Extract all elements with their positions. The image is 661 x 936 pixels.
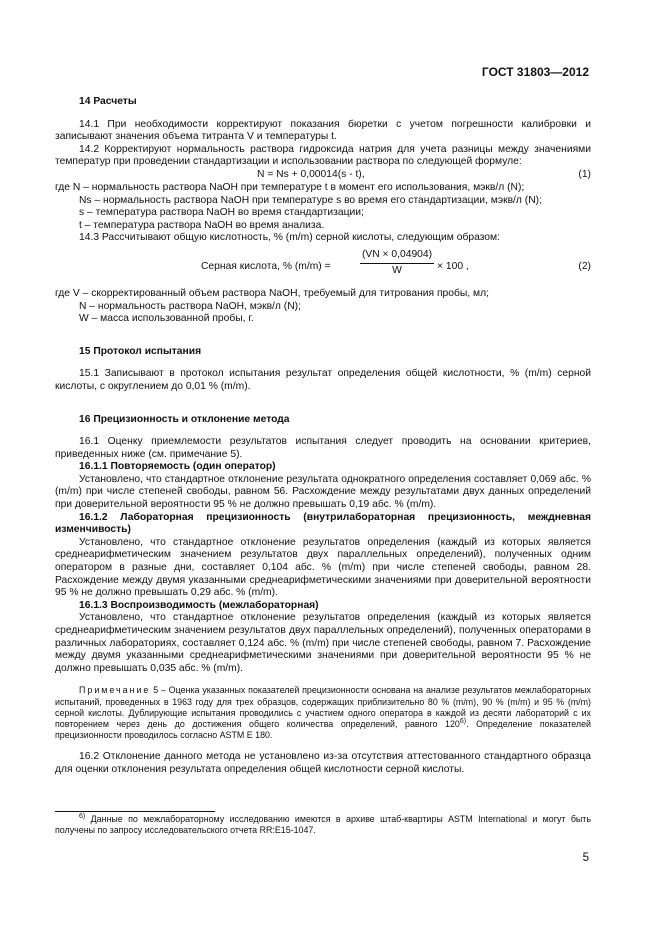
para-16-1-3: Установлено, что стандартное отклонение результатов определения (каждый из которых является среднеарифметическим значением результатов двух параллельных определений), полученных операторами в различных лабораториях, составляет 0,124 абс. % (m/m) при числе степеней свободы, равном 7. Расхождение между двумя указанными среднеарифметическими значениями при доверительной вероятности 95 % не должно превышать 0,035 абс. % (m/m). [55, 612, 591, 674]
where-w: W – масса использованной пробы, г. [79, 313, 254, 325]
footnote [55, 814, 591, 836]
note-footnote-ref[interactable]: 6) [459, 718, 467, 726]
formula-2-denominator: W [392, 264, 402, 276]
page-content [55, 96, 591, 777]
heading-16-1-1: 16.1.1 Повторяемость (один оператор) [79, 461, 276, 473]
heading-16-1-2: 16.1.2 Лабораторная прецизионность (внутрилабораторная прецизионность, междневная изменчивость) [55, 511, 591, 536]
section-16-heading: 16 Прецизионность и отклонение метода [79, 413, 290, 425]
heading-16-1-3: 16.1.3 Воспроизводимость (межлабораторная) [79, 599, 319, 611]
where-ns: Ns – нормальность раствора NaOH при температуре s во время его стандартизации, мэкв/л (N); [79, 194, 542, 206]
document-header: ГОСТ 31803—2012 [481, 65, 589, 79]
para-16-1-1: Установлено, что стандартное отклонение результата однократного определения составляет 0,069 абс. % (m/m) при числе степеней свободы, равном 56. Расхождение между результатами двух данных определений при доверительной вероятности 95 % не должно превышать 0,19 абс. % (m/m). [55, 473, 591, 511]
formula-2-number: (2) [578, 260, 591, 272]
formula-2-numerator: (VN × 0,04904) [360, 249, 434, 264]
para-14-1: 14.1 При необходимости корректируют показания бюретки с учетом погрешности калибровки и записывают значения объема титранта V и температуры t. [55, 118, 591, 143]
where-n: где N – нормальность раствора NaOH при температуре t в момент его использования, мэкв/л (N); [55, 181, 525, 193]
formula-1-expression: N = Ns + 0,00014(s - t), [257, 168, 365, 180]
section-15-heading: 15 Протокол испытания [79, 345, 202, 357]
para-16-1: 16.1 Оценку приемлемости результатов испытания следует проводить на основании критериев, приведенных ниже (см. примечание 5). [55, 436, 591, 460]
where-t: t – температура раствора NaOH во время анализа. [79, 219, 325, 231]
section-14-heading: 14 Расчеты [79, 96, 137, 107]
formula-1 [55, 169, 591, 182]
formula-2-rhs: × 100 , [437, 260, 469, 272]
where-n2: N – нормальность раствора NaOH, мэкв/л (N); [79, 300, 301, 312]
footnote-text: Данные по межлабораторному исследованию имеются в архиве штаб-квартиры ASTM International и могут быть получены по запросу исследовательского отчета RR:E15-1047. [55, 814, 591, 836]
note-text: 5 – Оценка указанных показателей прецизионности основана на анализе результатов межлабораторных испытаний, проведенных в 1963 году для трех образцов, содержащих приблизительно 80 % (m/m), 90 % (m/m) и 95 % (m/m) серной кислоты. Дублирующие испытания проводились с участием одного оператора в каждой из десяти лабораторий с их повторением через день до достижения общего количества определений, равного 120 [55, 685, 591, 729]
formula-1-number: (1) [578, 168, 591, 180]
formula-2-lhs: Серная кислота, % (m/m) = [201, 260, 331, 272]
note-tail: . Определение показателей прецизионности проводилось согласно ASTM E 180. [55, 718, 591, 741]
where-s: s – температура раствора NaOH во время стандартизации; [79, 207, 364, 219]
note-label: Примечание [79, 685, 151, 696]
para-14-3: 14.3 Рассчитывают общую кислотность, % (m/m) серной кислоты, следующим образом: [79, 232, 500, 244]
page-number: 5 [582, 852, 589, 864]
footnote-mark: 6) [79, 813, 86, 821]
where-v: где V – скорректированный объем раствора NaOH, требуемый для титрования пробы, мл; [55, 287, 489, 299]
footnote-divider [55, 811, 215, 812]
formula-2-fraction [360, 249, 434, 277]
para-15-1: 15.1 Записывают в протокол испытания результат определения общей кислотности, % (m/m) серной кислоты, с округлением до 0,01 % (m/m). [55, 368, 591, 392]
formula-2 [55, 249, 591, 285]
note-5 [55, 685, 591, 741]
para-16-2: 16.2 Отклонение данного метода не установлено из-за отсутствия аттестованного стандартного образца для оценки отклонения результата определения общей кислотности серной кислоты. [55, 751, 591, 775]
para-16-1-2: Установлено, что стандартное отклонение результатов определения (каждый из которых является среднеарифметическим значением результатов двух параллельных определений), полученных одним оператором в разные дни, составляет 0,104 абс. % (m/m) при числе степеней свободы, равном 28. Расхождение между двумя указанными среднеарифметическими значениями при доверительной вероятности 95 % не должно превышать 0,29 абс. % (m/m). [55, 536, 591, 599]
para-14-2: 14.2 Корректируют нормальность раствора гидроксида натрия для учета разницы между значениями температур при проведении стандартизации и использовании раствора по следующей формуле: [55, 143, 591, 168]
